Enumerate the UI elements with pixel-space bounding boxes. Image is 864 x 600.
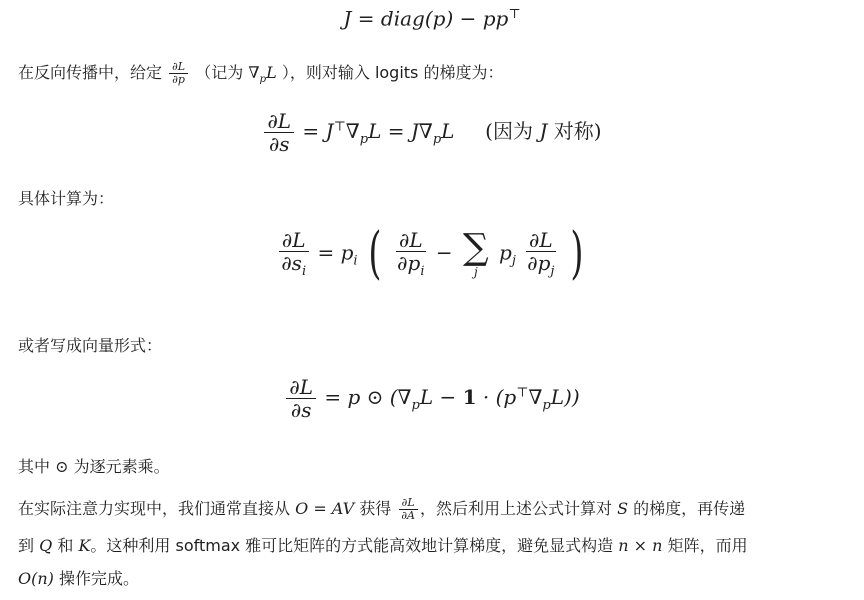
para1-pre: 在反向传播中，给定 — [18, 63, 163, 82]
equation-grad-s: $\frac{\partial L}{\partial s}$ = $J^⊤\nabla_pL = J\nabla_pL$ (因为 J 对称) — [0, 110, 864, 155]
paragraph-hadamard: 其中 ⊙ 为逐元素乘。 — [18, 457, 170, 476]
eq1-rhs: diag(p) − pp — [380, 6, 509, 31]
equation-elementwise: $\frac{\partial L}{\partial s_i}$ = $p_i$ ( $\frac{\partial L}{\partial p_i}$ − ∑ j $p_j$ $\frac{\partial L}{\partial p_j}$ ) — [0, 226, 864, 282]
paragraph-attention-line3: O(n) 操作完成。 — [18, 569, 140, 588]
eq1-lhs: J — [343, 6, 352, 31]
para5-fraction: $\frac{\partial L}{\partial A}$ — [398, 497, 418, 522]
hadamard-symbol: ⊙ — [55, 457, 69, 476]
eq2-fraction: $\frac{\partial L}{\partial s}$ — [264, 110, 294, 155]
eq3-fraction-last: $\frac{\partial L}{\partial p_j}$ — [527, 227, 555, 279]
eq4-fraction: $\frac{\partial L}{\partial s}$ — [286, 376, 316, 421]
paragraph-attention-line2: 到 Q 和 K。这种利用 softmax 雅可比矩阵的方式能高效地计算梯度，避免显式构造 n × n 矩阵，而用 — [18, 536, 748, 555]
paragraph-vector-form: 或者写成向量形式： — [18, 336, 163, 355]
paragraph-attention-line1: 在实际注意力实现中，我们通常直接从 O = AV 获得 $\frac{\partial L}{\partial A}$ ，然后利用上述公式计算对 S 的梯度，再传递 — [18, 495, 746, 522]
equation-jacobian: J = diag(p) − pp⊤ — [343, 6, 521, 31]
eq3-fraction-lhs: $\frac{\partial L}{\partial s_i}$ — [278, 229, 309, 279]
paragraph-backprop: 在反向传播中，给定 $\frac{\partial L}{\partial p}$ （记为 $\nabla_pL$ ），则对输入 logits 的梯度为： — [18, 59, 504, 86]
eq1-transpose: ⊤ — [508, 7, 521, 22]
equation-vector: $\frac{\partial L}{\partial s}$ = p ⊙ $(\nabla_pL - 1 \cdot (p^⊤\nabla_pL))$ — [0, 376, 864, 421]
para1-fraction: $\frac{\partial L}{\partial p}$ — [169, 61, 188, 86]
eq3-right-paren: ) — [570, 221, 584, 286]
eq3-summation: ∑ j — [462, 227, 489, 279]
para1-post: ），则对输入 logits 的梯度为： — [281, 63, 504, 82]
eq3-left-paren: ( — [368, 221, 382, 286]
eq3-fraction-inner: $\frac{\partial L}{\partial p_i}$ — [397, 227, 425, 279]
paragraph-specific: 具体计算为： — [18, 189, 115, 208]
para1-mid: （记为 — [195, 63, 244, 82]
